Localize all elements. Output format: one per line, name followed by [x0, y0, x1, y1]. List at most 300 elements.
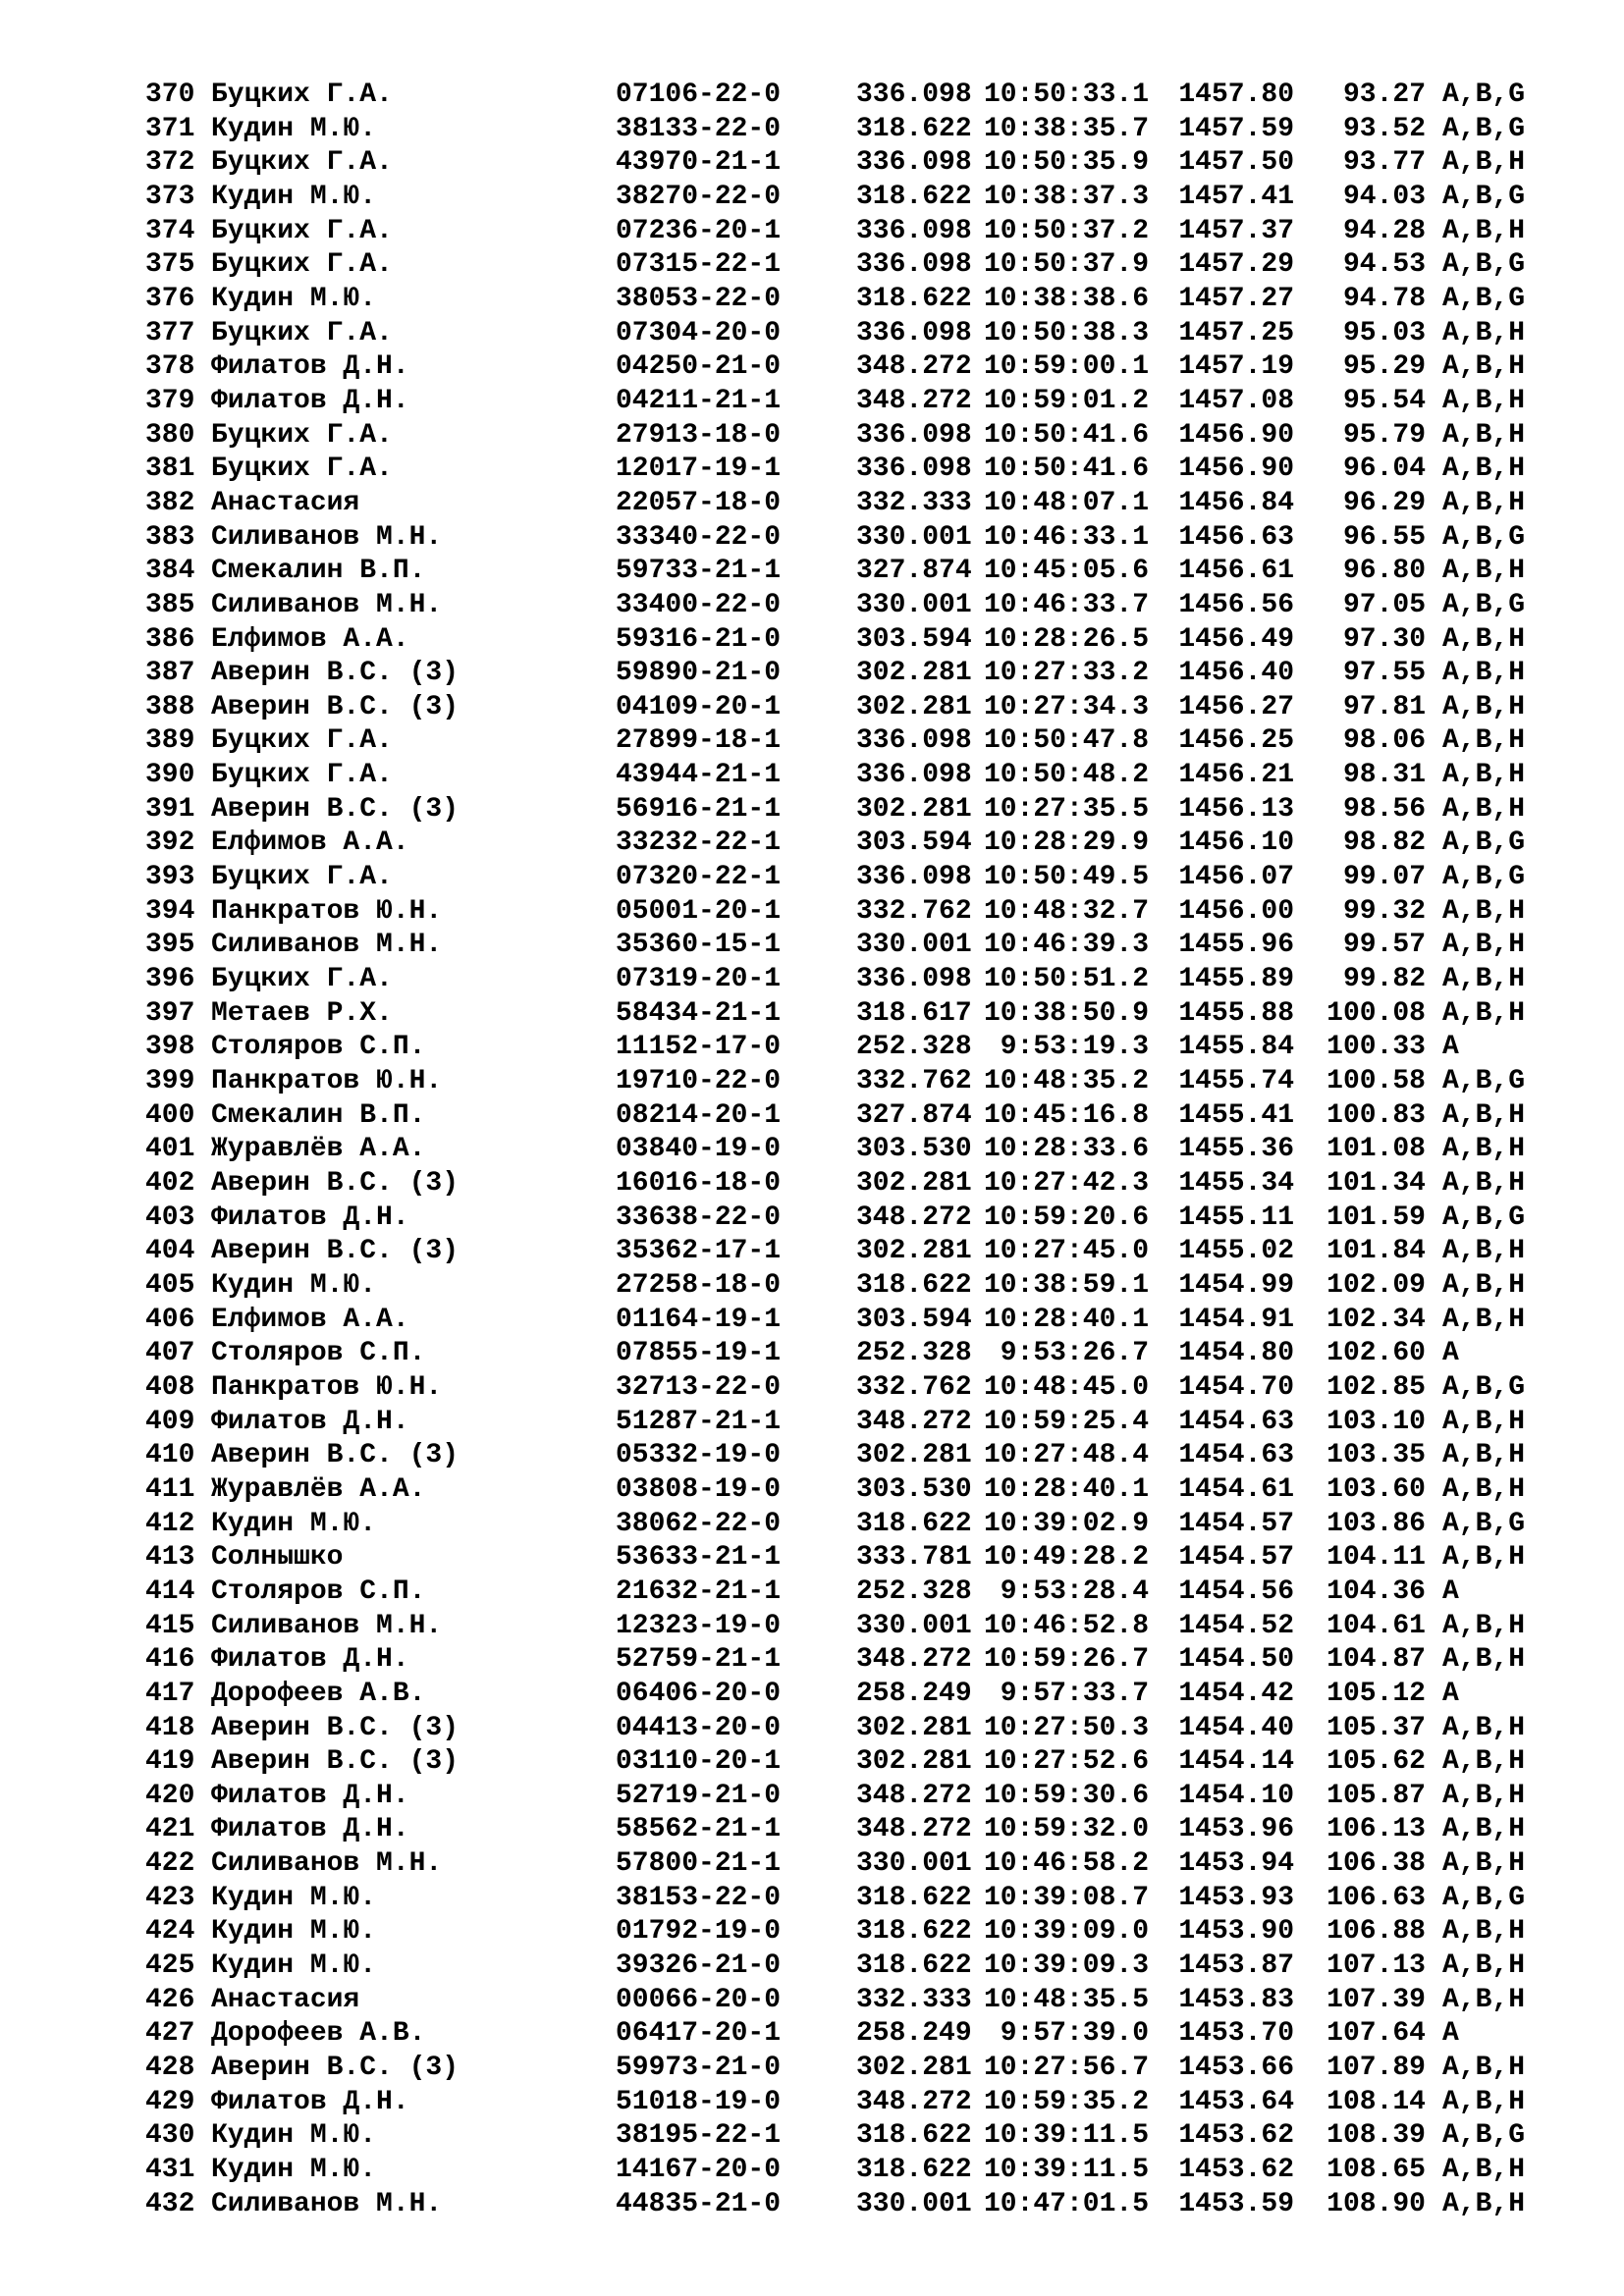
distance-km: 303.594	[856, 623, 972, 655]
speed-value: 1454.40	[1178, 1712, 1294, 1743]
fancier-name: Кудин М.Ю.	[211, 1269, 377, 1301]
table-row	[145, 827, 1624, 861]
speed-value: 1453.90	[1178, 1916, 1294, 1948]
arrival-time: 10:46:52.8	[983, 1610, 1149, 1641]
speed-value: 1454.14	[1178, 1746, 1294, 1778]
distance-km: 318.622	[856, 181, 972, 212]
fancier-name: Филатов Д.Н.	[211, 1201, 409, 1233]
fancier-name: Буцких Г.А.	[211, 454, 393, 485]
table-row	[145, 453, 1624, 487]
fancier-name: Буцких Г.А.	[211, 147, 393, 179]
distance-km: 318.617	[856, 997, 972, 1029]
place-number: 392	[145, 828, 195, 859]
table-row	[145, 385, 1624, 419]
place-number: 404	[145, 1236, 195, 1267]
arrival-time: 10:50:41.6	[983, 419, 1149, 451]
fancier-name: Филатов Д.Н.	[211, 2086, 409, 2117]
points-value: 101.84	[1326, 1236, 1426, 1267]
fancier-name: Буцких Г.А.	[211, 964, 393, 995]
categories-value: A,B,H	[1442, 1134, 1526, 1165]
fancier-name: Силиванов М.Н.	[211, 1610, 443, 1641]
ring-number: 33400-22-0	[616, 589, 782, 620]
place-number: 411	[145, 1473, 195, 1505]
place-number: 386	[145, 623, 195, 655]
speed-value: 1454.99	[1178, 1269, 1294, 1301]
place-number: 378	[145, 351, 195, 383]
fancier-name: Аверин В.С. (3)	[211, 1236, 460, 1267]
place-number: 399	[145, 1066, 195, 1097]
arrival-time: 10:27:35.5	[983, 793, 1149, 825]
fancier-name: Смекалин В.П.	[211, 1099, 426, 1131]
ring-number: 07236-20-1	[616, 215, 782, 246]
table-row	[145, 793, 1624, 828]
table-row	[145, 215, 1624, 249]
speed-value: 1456.25	[1178, 725, 1294, 757]
ring-number: 22057-18-0	[616, 487, 782, 518]
place-number: 387	[145, 658, 195, 689]
fancier-name: Аверин В.С. (3)	[211, 1168, 460, 1199]
place-number: 428	[145, 2053, 195, 2084]
categories-value: A,B,H	[1442, 1168, 1526, 1199]
distance-km: 332.333	[856, 487, 972, 518]
arrival-time: 10:27:33.2	[983, 658, 1149, 689]
ring-number: 59733-21-1	[616, 556, 782, 587]
table-row	[145, 283, 1624, 317]
points-value: 103.60	[1326, 1473, 1426, 1505]
ring-number: 07319-20-1	[616, 964, 782, 995]
arrival-time: 10:39:02.9	[983, 1508, 1149, 1539]
arrival-time: 10:50:51.2	[983, 964, 1149, 995]
ring-number: 51018-19-0	[616, 2086, 782, 2117]
ring-number: 19710-22-0	[616, 1066, 782, 1097]
speed-value: 1456.40	[1178, 658, 1294, 689]
ring-number: 33638-22-0	[616, 1201, 782, 1233]
place-number: 415	[145, 1610, 195, 1641]
ring-number: 27913-18-0	[616, 419, 782, 451]
ring-number: 03808-19-0	[616, 1473, 782, 1505]
fancier-name: Аверин В.С. (3)	[211, 2053, 460, 2084]
ring-number: 33340-22-0	[616, 521, 782, 553]
categories-value: A	[1442, 2018, 1459, 2050]
points-value: 101.34	[1326, 1168, 1426, 1199]
speed-value: 1454.63	[1178, 1440, 1294, 1471]
distance-km: 336.098	[856, 80, 972, 110]
categories-value: A,B,H	[1442, 658, 1526, 689]
points-value: 101.08	[1326, 1134, 1426, 1165]
place-number: 379	[145, 385, 195, 416]
fancier-name: Кудин М.Ю.	[211, 1508, 377, 1539]
categories-value: A,B,G	[1442, 1066, 1526, 1097]
fancier-name: Буцких Г.А.	[211, 419, 393, 451]
distance-km: 302.281	[856, 2053, 972, 2084]
speed-value: 1456.90	[1178, 454, 1294, 485]
distance-km: 318.622	[856, 1916, 972, 1948]
points-value: 98.06	[1342, 725, 1426, 757]
place-number: 407	[145, 1338, 195, 1369]
table-row	[145, 1031, 1624, 1065]
categories-value: A,B,H	[1442, 317, 1526, 348]
place-number: 419	[145, 1746, 195, 1778]
distance-km: 330.001	[856, 1848, 972, 1880]
ring-number: 58562-21-1	[616, 1814, 782, 1845]
points-value: 105.62	[1326, 1746, 1426, 1778]
place-number: 426	[145, 1984, 195, 2015]
speed-value: 1454.57	[1178, 1542, 1294, 1574]
table-row	[145, 521, 1624, 556]
ring-number: 38062-22-0	[616, 1508, 782, 1539]
ring-number: 38153-22-0	[616, 1882, 782, 1913]
speed-value: 1455.34	[1178, 1168, 1294, 1199]
arrival-time: 10:27:34.3	[983, 691, 1149, 722]
points-value: 95.79	[1342, 419, 1426, 451]
speed-value: 1454.56	[1178, 1575, 1294, 1607]
points-value: 107.13	[1326, 1950, 1426, 1982]
speed-value: 1453.62	[1178, 2120, 1294, 2152]
arrival-time: 10:50:37.2	[983, 215, 1149, 246]
table-row	[145, 861, 1624, 895]
categories-value: A,B,H	[1442, 691, 1526, 722]
categories-value: A,B,H	[1442, 1610, 1526, 1641]
ring-number: 21632-21-1	[616, 1575, 782, 1607]
points-value: 97.81	[1342, 691, 1426, 722]
table-row	[145, 1678, 1624, 1712]
ring-number: 32713-22-0	[616, 1371, 782, 1403]
table-row	[145, 1099, 1624, 1134]
ring-number: 44835-21-0	[616, 2188, 782, 2219]
fancier-name: Аверин В.С. (3)	[211, 1746, 460, 1778]
place-number: 430	[145, 2120, 195, 2152]
distance-km: 336.098	[856, 862, 972, 893]
distance-km: 318.622	[856, 1950, 972, 1982]
table-row	[145, 1575, 1624, 1610]
ring-number: 43944-21-1	[616, 760, 782, 791]
speed-value: 1456.27	[1178, 691, 1294, 722]
ring-number: 14167-20-0	[616, 2155, 782, 2186]
fancier-name: Журавлёв А.А.	[211, 1473, 426, 1505]
place-number: 402	[145, 1168, 195, 1199]
speed-value: 1456.00	[1178, 895, 1294, 927]
points-value: 105.37	[1326, 1712, 1426, 1743]
distance-km: 336.098	[856, 147, 972, 179]
distance-km: 318.622	[856, 113, 972, 144]
distance-km: 318.622	[856, 2120, 972, 2152]
ring-number: 07315-22-1	[616, 249, 782, 281]
place-number: 425	[145, 1950, 195, 1982]
table-row	[145, 1167, 1624, 1201]
table-row	[145, 1406, 1624, 1440]
distance-km: 332.762	[856, 1371, 972, 1403]
categories-value: A	[1442, 1032, 1459, 1063]
distance-km: 302.281	[856, 658, 972, 689]
arrival-time: 10:48:32.7	[983, 895, 1149, 927]
arrival-time: 10:50:49.5	[983, 862, 1149, 893]
arrival-time: 10:59:25.4	[983, 1406, 1149, 1437]
distance-km: 336.098	[856, 725, 972, 757]
fancier-name: Филатов Д.Н.	[211, 1814, 409, 1845]
place-number: 418	[145, 1712, 195, 1743]
categories-value: A,B,H	[1442, 1542, 1526, 1574]
place-number: 373	[145, 181, 195, 212]
table-row	[145, 1133, 1624, 1167]
points-value: 104.61	[1326, 1610, 1426, 1641]
categories-value: A,B,H	[1442, 215, 1526, 246]
place-number: 401	[145, 1134, 195, 1165]
fancier-name: Силиванов М.Н.	[211, 930, 443, 961]
categories-value: A,B,H	[1442, 454, 1526, 485]
speed-value: 1454.91	[1178, 1304, 1294, 1335]
points-value: 95.03	[1342, 317, 1426, 348]
speed-value: 1454.70	[1178, 1371, 1294, 1403]
points-value: 99.57	[1342, 930, 1426, 961]
ring-number: 38053-22-0	[616, 283, 782, 314]
points-value: 107.39	[1326, 1984, 1426, 2015]
distance-km: 336.098	[856, 215, 972, 246]
speed-value: 1454.63	[1178, 1406, 1294, 1437]
speed-value: 1456.61	[1178, 556, 1294, 587]
ring-number: 11152-17-0	[616, 1032, 782, 1063]
place-number: 416	[145, 1644, 195, 1676]
table-row	[145, 1065, 1624, 1099]
place-number: 423	[145, 1882, 195, 1913]
fancier-name: Смекалин В.П.	[211, 556, 426, 587]
fancier-name: Дорофеев А.В.	[211, 2018, 426, 2050]
ring-number: 56916-21-1	[616, 793, 782, 825]
arrival-time: 10:39:11.5	[983, 2155, 1149, 2186]
speed-value: 1454.42	[1178, 1678, 1294, 1709]
points-value: 103.86	[1326, 1508, 1426, 1539]
points-value: 97.30	[1342, 623, 1426, 655]
speed-value: 1456.10	[1178, 828, 1294, 859]
points-value: 101.59	[1326, 1201, 1426, 1233]
points-value: 105.12	[1326, 1678, 1426, 1709]
speed-value: 1454.52	[1178, 1610, 1294, 1641]
ring-number: 07320-22-1	[616, 862, 782, 893]
arrival-time: 10:48:35.2	[983, 1066, 1149, 1097]
speed-value: 1454.57	[1178, 1508, 1294, 1539]
categories-value: A,B,H	[1442, 2155, 1526, 2186]
points-value: 98.31	[1342, 760, 1426, 791]
fancier-name: Столяров С.П.	[211, 1032, 426, 1063]
distance-km: 327.874	[856, 1099, 972, 1131]
table-row	[145, 1949, 1624, 1984]
speed-value: 1456.13	[1178, 793, 1294, 825]
speed-value: 1454.50	[1178, 1644, 1294, 1676]
speed-value: 1457.19	[1178, 351, 1294, 383]
distance-km: 302.281	[856, 1168, 972, 1199]
categories-value: A,B,G	[1442, 1508, 1526, 1539]
place-number: 388	[145, 691, 195, 722]
ring-number: 07855-19-1	[616, 1338, 782, 1369]
fancier-name: Кудин М.Ю.	[211, 2120, 377, 2152]
speed-value: 1454.61	[1178, 1473, 1294, 1505]
arrival-time: 10:45:05.6	[983, 556, 1149, 587]
speed-value: 1457.08	[1178, 385, 1294, 416]
points-value: 108.65	[1326, 2155, 1426, 2186]
table-row	[145, 1235, 1624, 1269]
categories-value: A,B,H	[1442, 1780, 1526, 1811]
points-value: 99.07	[1342, 862, 1426, 893]
table-row	[145, 1813, 1624, 1847]
distance-km: 303.530	[856, 1134, 972, 1165]
speed-value: 1457.27	[1178, 283, 1294, 314]
points-value: 102.09	[1326, 1269, 1426, 1301]
distance-km: 330.001	[856, 521, 972, 553]
table-row	[145, 113, 1624, 147]
fancier-name: Елфимов А.А.	[211, 1304, 409, 1335]
fancier-name: Силиванов М.Н.	[211, 2188, 443, 2219]
arrival-time: 9:53:26.7	[1000, 1338, 1149, 1369]
distance-km: 348.272	[856, 1644, 972, 1676]
speed-value: 1453.96	[1178, 1814, 1294, 1845]
arrival-time: 10:50:47.8	[983, 725, 1149, 757]
points-value: 96.55	[1342, 521, 1426, 553]
table-row	[145, 1847, 1624, 1882]
table-row	[145, 1984, 1624, 2018]
points-value: 106.63	[1326, 1882, 1426, 1913]
categories-value: A,B,G	[1442, 1371, 1526, 1403]
speed-value: 1453.62	[1178, 2155, 1294, 2186]
table-row	[145, 2154, 1624, 2188]
fancier-name: Журавлёв А.А.	[211, 1134, 426, 1165]
fancier-name: Филатов Д.Н.	[211, 1780, 409, 1811]
ring-number: 03840-19-0	[616, 1134, 782, 1165]
arrival-time: 10:59:01.2	[983, 385, 1149, 416]
place-number: 410	[145, 1440, 195, 1471]
arrival-time: 10:39:09.3	[983, 1950, 1149, 1982]
place-number: 413	[145, 1542, 195, 1574]
arrival-time: 10:27:45.0	[983, 1236, 1149, 1267]
distance-km: 336.098	[856, 419, 972, 451]
distance-km: 332.762	[856, 1066, 972, 1097]
table-row	[145, 1337, 1624, 1371]
table-row	[145, 1201, 1624, 1236]
arrival-time: 10:38:37.3	[983, 181, 1149, 212]
fancier-name: Буцких Г.А.	[211, 249, 393, 281]
points-value: 96.80	[1342, 556, 1426, 587]
categories-value: A,B,H	[1442, 1236, 1526, 1267]
table-row	[145, 1882, 1624, 1916]
arrival-time: 10:28:40.1	[983, 1304, 1149, 1335]
place-number: 432	[145, 2188, 195, 2219]
place-number: 394	[145, 895, 195, 927]
points-value: 102.60	[1326, 1338, 1426, 1369]
categories-value: A,B,H	[1442, 760, 1526, 791]
speed-value: 1456.63	[1178, 521, 1294, 553]
distance-km: 336.098	[856, 249, 972, 281]
ring-number: 00066-20-0	[616, 1984, 782, 2015]
ring-number: 06406-20-0	[616, 1678, 782, 1709]
points-value: 97.05	[1342, 589, 1426, 620]
arrival-time: 10:49:28.2	[983, 1542, 1149, 1574]
categories-value: A,B,H	[1442, 1269, 1526, 1301]
table-row	[145, 1610, 1624, 1644]
categories-value: A,B,H	[1442, 1473, 1526, 1505]
table-row	[145, 79, 1624, 113]
table-row	[145, 317, 1624, 351]
place-number: 429	[145, 2086, 195, 2117]
fancier-name: Филатов Д.Н.	[211, 1644, 409, 1676]
fancier-name: Буцких Г.А.	[211, 215, 393, 246]
table-row	[145, 555, 1624, 589]
fancier-name: Столяров С.П.	[211, 1338, 426, 1369]
arrival-time: 10:46:58.2	[983, 1848, 1149, 1880]
categories-value: A,B,H	[1442, 2053, 1526, 2084]
ring-number: 08214-20-1	[616, 1099, 782, 1131]
categories-value: A,B,H	[1442, 1304, 1526, 1335]
table-row	[145, 929, 1624, 963]
categories-value: A,B,H	[1442, 1950, 1526, 1982]
ring-number: 03110-20-1	[616, 1746, 782, 1778]
fancier-name: Аверин В.С. (3)	[211, 691, 460, 722]
table-row	[145, 2119, 1624, 2154]
points-value: 106.88	[1326, 1916, 1426, 1948]
ring-number: 38270-22-0	[616, 181, 782, 212]
arrival-time: 10:50:37.9	[983, 249, 1149, 281]
ring-number: 39326-21-0	[616, 1950, 782, 1982]
distance-km: 252.328	[856, 1338, 972, 1369]
ring-number: 59973-21-0	[616, 2053, 782, 2084]
distance-km: 303.530	[856, 1473, 972, 1505]
ring-number: 12017-19-1	[616, 454, 782, 485]
place-number: 398	[145, 1032, 195, 1063]
categories-value: A	[1442, 1338, 1459, 1369]
distance-km: 333.781	[856, 1542, 972, 1574]
arrival-time: 9:53:19.3	[1000, 1032, 1149, 1063]
speed-value: 1455.84	[1178, 1032, 1294, 1063]
speed-value: 1454.80	[1178, 1338, 1294, 1369]
points-value: 107.89	[1326, 2053, 1426, 2084]
table-row	[145, 2017, 1624, 2052]
categories-value: A	[1442, 1678, 1459, 1709]
arrival-time: 10:50:38.3	[983, 317, 1149, 348]
ring-number: 01792-19-0	[616, 1916, 782, 1948]
arrival-time: 10:28:29.9	[983, 828, 1149, 859]
table-row	[145, 1712, 1624, 1746]
points-value: 106.38	[1326, 1848, 1426, 1880]
table-row	[145, 419, 1624, 454]
distance-km: 318.622	[856, 1882, 972, 1913]
points-value: 93.77	[1342, 147, 1426, 179]
place-number: 403	[145, 1201, 195, 1233]
ring-number: 52719-21-0	[616, 1780, 782, 1811]
categories-value: A,B,H	[1442, 930, 1526, 961]
fancier-name: Столяров С.П.	[211, 1575, 426, 1607]
distance-km: 258.249	[856, 1678, 972, 1709]
ring-number: 53633-21-1	[616, 1542, 782, 1574]
categories-value: A,B,H	[1442, 1406, 1526, 1437]
table-row	[145, 691, 1624, 725]
fancier-name: Аверин В.С. (3)	[211, 793, 460, 825]
arrival-time: 10:27:52.6	[983, 1746, 1149, 1778]
ring-number: 27899-18-1	[616, 725, 782, 757]
distance-km: 330.001	[856, 589, 972, 620]
distance-km: 348.272	[856, 1406, 972, 1437]
distance-km: 302.281	[856, 691, 972, 722]
distance-km: 332.762	[856, 895, 972, 927]
fancier-name: Метаев Р.Х.	[211, 997, 393, 1029]
categories-value: A,B,G	[1442, 862, 1526, 893]
distance-km: 302.281	[856, 1712, 972, 1743]
categories-value: A,B,H	[1442, 556, 1526, 587]
fancier-name: Силиванов М.Н.	[211, 521, 443, 553]
table-row	[145, 724, 1624, 759]
table-row	[145, 759, 1624, 793]
fancier-name: Кудин М.Ю.	[211, 283, 377, 314]
ring-number: 59316-21-0	[616, 623, 782, 655]
ring-number: 33232-22-1	[616, 828, 782, 859]
speed-value: 1456.49	[1178, 623, 1294, 655]
distance-km: 330.001	[856, 1610, 972, 1641]
